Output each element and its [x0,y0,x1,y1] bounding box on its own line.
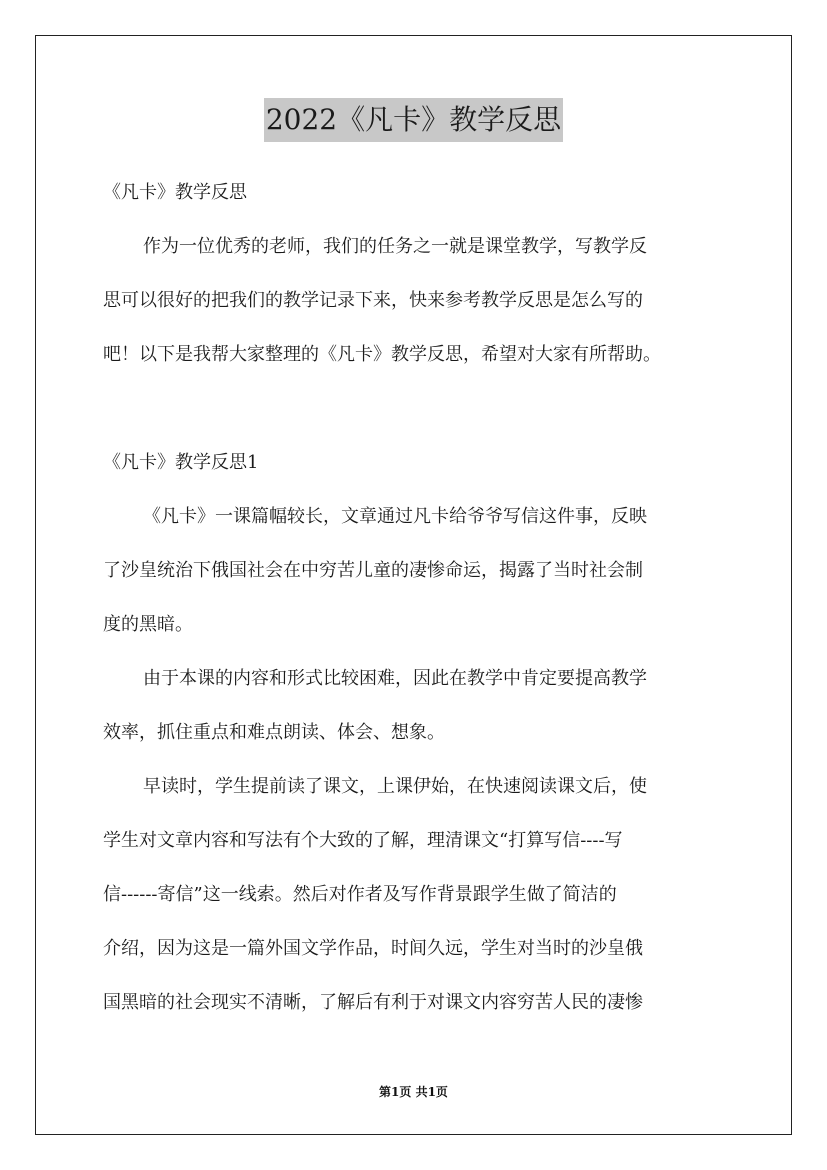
document-title: 2022《凡卡》教学反思 [264,98,563,142]
page-footer [0,1083,827,1100]
paragraph-line: 度的黑暗。 [103,614,193,635]
paragraph-line: 了沙皇统治下俄国社会在中穷苦儿童的凄惨命运，揭露了当时社会制 [103,560,643,581]
document-body [103,172,743,1036]
paragraph-line: 介绍，因为这是一篇外国文学作品，时间久远，学生对当时的沙皇俄 [103,938,643,959]
intro-line: 作为一位优秀的老师，我们的任务之一就是课堂教学，写教学反 [143,236,647,257]
paragraph-line: 《凡卡》一课篇幅较长，文章通过凡卡给爷爷写信这件事，反映 [143,506,647,527]
page-number: 第1页 共1页 [379,1085,448,1099]
title-container [0,98,827,142]
paragraph-line: 由于本课的内容和形式比较困难，因此在教学中肯定要提高教学 [143,668,647,689]
spacer [103,388,743,442]
paragraph-line: 早读时，学生提前读了课文，上课伊始，在快速阅读课文后，使 [143,776,647,797]
section-heading: 《凡卡》教学反思1 [103,452,259,473]
paragraph-line: 效率，抓住重点和难点朗读、体会、想象。 [103,722,445,743]
subtitle: 《凡卡》教学反思 [103,182,247,203]
intro-line: 思可以很好的把我们的教学记录下来，快来参考教学反思是怎么写的 [103,290,643,311]
paragraph-line: 学生对文章内容和写法有个大致的了解，理清课文“打算写信----写 [103,830,623,851]
paragraph-line: 信------寄信”这一线索。然后对作者及写作背景跟学生做了简洁的 [103,884,617,905]
paragraph-line: 国黑暗的社会现实不清晰，了解后有利于对课文内容穷苦人民的凄惨 [103,992,643,1013]
intro-line: 吧！以下是我帮大家整理的《凡卡》教学反思，希望对大家有所帮助。 [103,344,661,365]
